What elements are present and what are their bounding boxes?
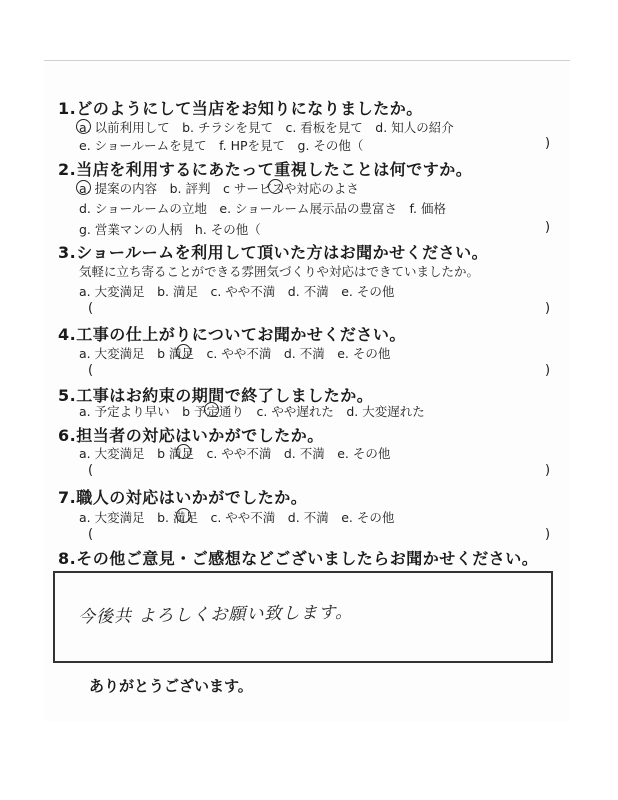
question-2-options-row3: g. 営業マンの人柄 h. その他（ [79,222,261,237]
question-6-title: 6.担当者の対応はいかがでしたか。 [58,426,324,445]
question-4-open-paren: ( [88,363,94,378]
question-1-options-row2: e. ショールームを見て f. HPを見て g. その他（ [79,138,364,153]
question-2-title: 2.当店を利用するにあたって重視したことは何ですか。 [58,160,473,179]
question-2-close-paren: ) [545,220,551,235]
question-7-close-paren: ) [545,527,551,542]
question-2-options-row2: d. ショールームの立地 e. ショールーム展示品の豊富さ f. 価格 [79,201,446,216]
question-1-options-row1: a. 以前利用して b. チラシを見て c. 看板を見て d. 知人の紹介 [79,120,454,135]
question-7-title: 7.職人の対応はいかがでしたか。 [58,488,308,507]
question-2-options-row1: a. 提案の内容 b. 評判 c サービスや対応のよさ [79,181,359,196]
question-4-close-paren: ) [545,363,551,378]
question-1-close-paren: ) [545,136,551,151]
question-5-options: a. 予定より早い b 予定通り c. やや遅れた d. 大変遅れた [79,404,425,419]
question-6-open-paren: ( [88,463,94,478]
question-3-title: 3.ショールームを利用して頂いた方はお聞かせください。 [58,243,489,262]
question-3-open-paren: ( [88,301,94,316]
thank-you-text: ありがとうございます。 [89,677,253,695]
handwritten-comment: 今後共 よろしくお願い致します。 [77,602,354,628]
question-3-subtitle: 気軽に立ち寄ることができる雰囲気づくりや対応はできていましたか。 [79,264,480,279]
question-3-options: a. 大変満足 b. 満足 c. やや不満 d. 不満 e. その他 [79,284,395,299]
question-8-title: 8.その他ご意見・ご感想などございましたらお聞かせください。 [58,549,539,568]
question-1-title: 1.どのようにして当店をお知りになりましたか。 [58,99,423,118]
question-7-options: a. 大変満足 b. 満足 c. やや不満 d. 不満 e. その他 [79,510,395,525]
question-6-close-paren: ) [545,463,551,478]
question-4-title: 4.工事の仕上がりについてお聞かせください。 [58,325,406,344]
question-5-title: 5.工事はお約束の期間で終了しましたか。 [58,386,374,405]
question-7-open-paren: ( [88,527,94,542]
question-6-options: a. 大変満足 b 満足 c. やや不満 d. 不満 e. その他 [79,446,391,461]
question-3-close-paren: ) [545,301,551,316]
question-4-options: a. 大変満足 b 満足 c. やや不満 d. 不満 e. その他 [79,346,391,361]
